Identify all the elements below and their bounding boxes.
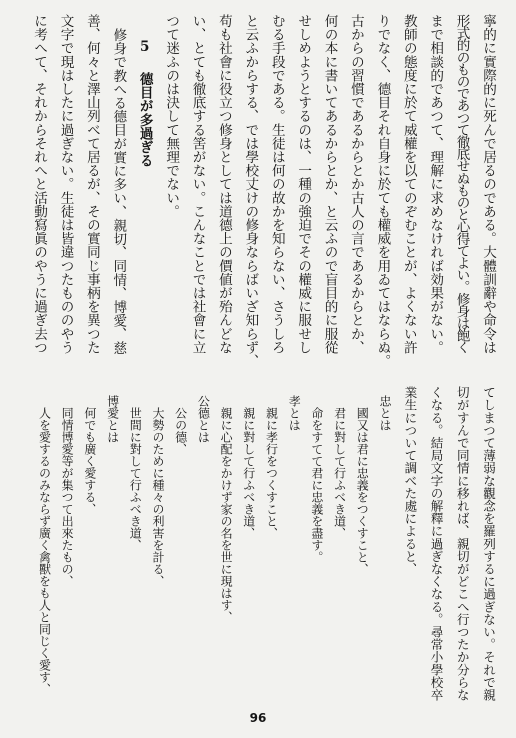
- definition-item: 君に對して行ふべき道、: [332, 407, 347, 539]
- text-line: りでなく、德目それ自身に於ても權威を用ゐてはならぬ。: [374, 14, 391, 368]
- lower-text-block: [396, 386, 501, 716]
- text-line: 教師の態度に於て威權を以てのぞむことが、よくない許: [400, 14, 417, 354]
- definition-item: 同情博愛等が集つて出來たもの、: [60, 407, 75, 587]
- text-line: てしまつて薄弱な觀念を羅列するに過ぎない。それで親: [481, 386, 496, 701]
- definition-term: 忠とは: [378, 395, 392, 431]
- text-line: 文字で現はしたに過ぎない。生徒は皆違つたもののやう: [57, 14, 74, 354]
- definition-item: 何でも廣く愛する、: [82, 407, 97, 515]
- definition-item: 大勢のために種々の利害を計る、: [150, 407, 165, 587]
- text-line: くなる。結局文字の解釋に過ぎなくなる。尋常小學校卒: [428, 386, 444, 701]
- upper-text-block: [26, 14, 501, 374]
- text-line: 苟も社會に役立つ修身としては道德上の價値が殆んどな: [215, 14, 232, 354]
- text-line: と云ふからする、では學校丈けの修身ならばいざ知らず、: [242, 14, 259, 368]
- definition-list: [33, 386, 396, 716]
- text-line: に考へて、それからそれへと活動寫眞のやうに過ぎ去つ: [31, 14, 48, 354]
- definition-term: 博愛とは: [105, 395, 120, 443]
- definition-item: 公の德、: [173, 407, 188, 455]
- definition-group: [305, 386, 396, 716]
- text-line: 修身で教へる德目が實に多い、親切、同情、博愛、慈: [110, 27, 127, 354]
- definition-group: [124, 386, 215, 716]
- text-line: 業生について調べた處によると、: [402, 386, 418, 575]
- text-line: せしめようとするのは、一種の強迫でその權威に服せし: [295, 14, 312, 354]
- text-line: 善、何々と澤山列べて居るが、その實同じ事柄を異つた: [83, 14, 100, 354]
- definition-item: 世間に對して行ふべき道、: [128, 407, 143, 551]
- text-line: 古からの習慣であるからとか古人の言であるからとか、: [347, 14, 364, 354]
- text-line: つて迷ふのは決して無理でない。: [163, 14, 180, 218]
- text-line: い、とても徹底する筈がない。こんなことでは社會に立: [189, 14, 206, 354]
- text-line: むる手段である。生徒は何の故かを知らない、さうしろ: [268, 14, 285, 354]
- definition-group: [33, 386, 124, 716]
- definition-item: 人を愛するのみならず廣く禽獸をも人と同じく愛す、: [37, 407, 52, 695]
- section-heading: [131, 14, 157, 374]
- definition-term: 公德とは: [196, 395, 211, 443]
- page-number: 96: [249, 711, 267, 725]
- definition-group: [214, 386, 305, 716]
- section-number: 5: [139, 40, 150, 54]
- text-line: 切がすんで同情に移れば、親切がどこへ行つたか分らな: [454, 386, 470, 701]
- definition-term: 孝とは: [287, 395, 302, 431]
- text-line: 何の本に書いてあるからとか、と云ふので盲目的に服從: [321, 14, 338, 354]
- definition-item: 國又は君に忠義をつくすこと、: [355, 407, 370, 575]
- text-line: まで相談的であつて、理解に求めなければ効果がない。: [427, 14, 444, 354]
- definition-item: 親に孝行をつくすこと、: [264, 407, 279, 539]
- definition-item: 命をすてて君に忠義を盡す。: [309, 407, 324, 563]
- text-line: 形式的のものであつて徹底せぬものと心得てよい。修身は飽く: [453, 14, 470, 353]
- definition-item: 親に對して行ふべき道、: [241, 407, 256, 539]
- text-line: 寧的に實際的に死んで居るのである。大體訓辭や命令は: [480, 14, 496, 354]
- definition-item: 親に心配をかけず家の名を世に現はす、: [219, 407, 234, 623]
- section-title: 德目が多過ぎる: [136, 71, 153, 167]
